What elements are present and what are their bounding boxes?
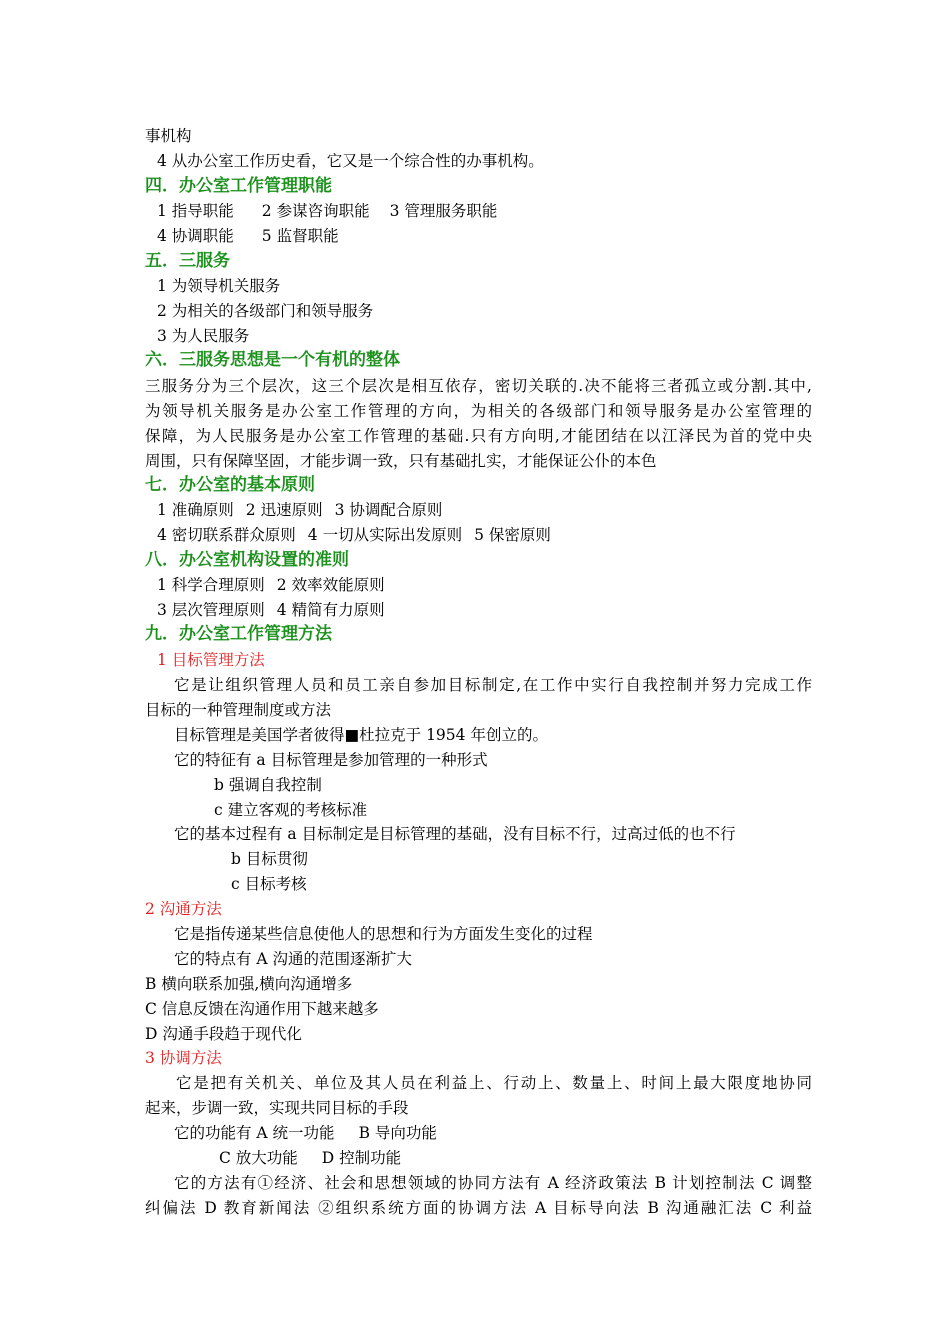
list-line xyxy=(174,1123,812,1143)
list-item: 4 一切从实际出发原则 xyxy=(307,526,463,544)
list-item: 4 精简有力原则 xyxy=(276,601,385,619)
paragraph-line: 目标的一种管理制度或方法 xyxy=(145,701,332,719)
paragraph-line: 三服务分为三个层次，这三个层次是相互依存，密切关联的.决不能将三者孤立或分割.其中, xyxy=(145,377,812,395)
list-item: 1 准确原则 xyxy=(157,501,234,519)
list-item: 2 效率效能原则 xyxy=(276,576,385,594)
section-heading-8: 八．办公室机构设置的准则 xyxy=(145,550,349,570)
section-heading-4: 四．办公室工作管理职能 xyxy=(145,176,332,196)
paragraph-line: 它是指传递某些信息使他人的思想和行为方面发生变化的过程 xyxy=(174,925,593,943)
paragraph-line: b 目标贯彻 xyxy=(231,850,308,868)
list-item: 3 管理服务职能 xyxy=(389,202,498,220)
list-item: 5 监督职能 xyxy=(261,227,339,245)
list-line xyxy=(157,575,812,595)
section-heading-5: 五．三服务 xyxy=(145,251,230,271)
list-line xyxy=(157,500,812,520)
paragraph-line: 为领导机关服务是办公室工作管理的方向，为相关的各级部门和领导服务是办公室管理的 xyxy=(145,402,812,420)
list-item: 1 指导职能 xyxy=(157,202,234,220)
paragraph-line: 它的方法有①经济、社会和思想领域的协同方法有 A 经济政策法 B 计划控制法 C 调整 xyxy=(174,1174,812,1192)
list-item: 3 为人民服务 xyxy=(157,327,250,345)
list-line xyxy=(157,201,812,221)
text-line: 4 从办公室工作历史看，它又是一个综合性的办事机构。 xyxy=(157,152,544,170)
section-heading-7: 七．办公室的基本原则 xyxy=(145,475,315,495)
paragraph-line: 它的特点有 A 沟通的范围逐渐扩大 xyxy=(174,950,413,968)
paragraph-line: D 沟通手段趋于现代化 xyxy=(145,1025,302,1043)
list-item: 4 密切联系群众原则 xyxy=(157,526,296,544)
paragraph-line: 周围，只有保障坚固，才能步调一致，只有基础扎实，才能保证公仆的本色 xyxy=(145,452,657,470)
paragraph-line: c 目标考核 xyxy=(231,875,307,893)
list-line xyxy=(157,525,812,545)
list-line xyxy=(157,226,812,246)
paragraph-line: 它的基本过程有 a 目标制定是目标管理的基础，没有目标不行，过高过低的也不行 xyxy=(174,825,736,843)
list-line xyxy=(157,600,812,620)
paragraph-line: C 信息反馈在沟通作用下越来越多 xyxy=(145,1000,379,1018)
list-item: D 控制功能 xyxy=(321,1149,402,1167)
list-item: 3 协调配合原则 xyxy=(334,501,443,519)
list-item: 2 迅速原则 xyxy=(245,501,323,519)
paragraph-line: 它是让组织管理人员和员工亲自参加目标制定,在工作中实行自我控制并努力完成工作 xyxy=(174,676,812,694)
subheading-method-1: 1 目标管理方法 xyxy=(157,651,265,669)
paragraph-line: B 横向联系加强,横向沟通增多 xyxy=(145,975,353,993)
list-line xyxy=(219,1148,812,1168)
paragraph-line: b 强调自我控制 xyxy=(214,776,322,794)
list-item: 4 协调职能 xyxy=(157,227,234,245)
list-item: 2 参谋咨询职能 xyxy=(261,202,370,220)
list-item: B 导向功能 xyxy=(358,1124,437,1142)
paragraph-line: 它的特征有 a 目标管理是参加管理的一种形式 xyxy=(174,751,488,769)
list-item: 5 保密原则 xyxy=(474,526,551,544)
paragraph-line: 目标管理是美国学者彼得■杜拉克于 1954 年创立的。 xyxy=(174,726,548,744)
text-line: 事机构 xyxy=(145,127,192,145)
section-heading-9: 九．办公室工作管理方法 xyxy=(145,624,332,644)
paragraph-line: 起来，步调一致，实现共同目标的手段 xyxy=(145,1099,409,1117)
paragraph-line: c 建立客观的考核标准 xyxy=(214,801,368,819)
list-item: 它的功能有 A 统一功能 xyxy=(174,1124,335,1142)
list-item: 1 科学合理原则 xyxy=(157,576,265,594)
paragraph-line: 保障，为人民服务是办公室工作管理的基础.只有方向明,才能团结在以江泽民为首的党中央 xyxy=(145,427,812,445)
list-item: 2 为相关的各级部门和领导服务 xyxy=(157,302,374,320)
list-item: C 放大功能 xyxy=(219,1149,298,1167)
list-item: 1 为领导机关服务 xyxy=(157,277,281,295)
section-heading-6: 六．三服务思想是一个有机的整体 xyxy=(145,350,400,370)
paragraph-line: 它是把有关机关、单位及其人员在利益上、行动上、数量上、时间上最大限度地协同 xyxy=(176,1074,812,1092)
subheading-method-3: 3 协调方法 xyxy=(145,1049,222,1067)
subheading-method-2: 2 沟通方法 xyxy=(145,900,222,918)
list-item: 3 层次管理原则 xyxy=(157,601,265,619)
paragraph-line: 纠偏法 D 教育新闻法 ②组织系统方面的协调方法 A 目标导向法 B 沟通融汇法 C 利益 xyxy=(145,1199,812,1217)
